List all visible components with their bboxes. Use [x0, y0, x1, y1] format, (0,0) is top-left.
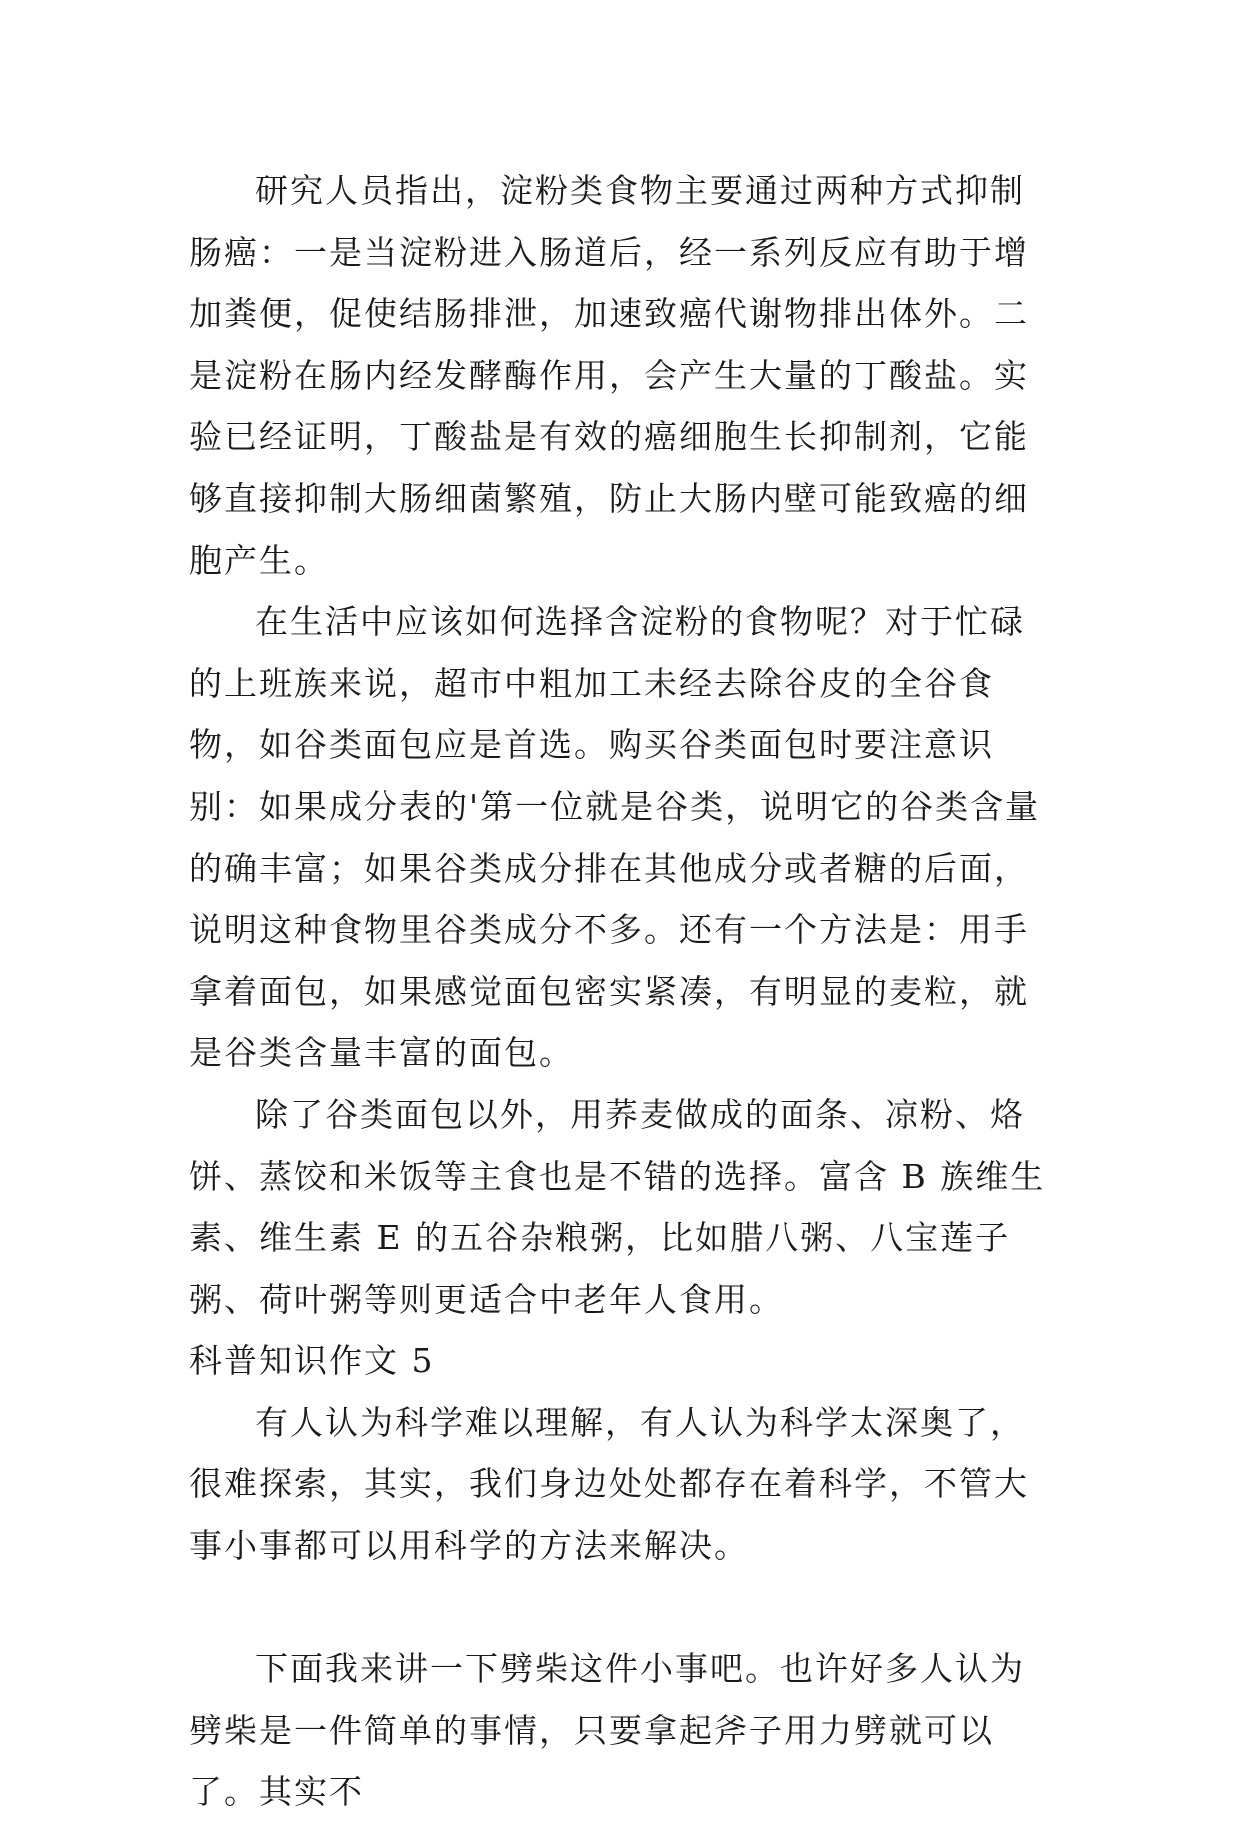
- paragraph-starch-mechanism: 研究人员指出，淀粉类食物主要通过两种方式抑制肠癌：一是当淀粉进入肠道后，经一系列反应有助于增加粪便，促使结肠排泄，加速致癌代谢物排出体外。二是淀粉在肠内经发酵酶作用，会产生大量的丁酸盐。实验已经证明，丁酸盐是有效的癌细胞生长抑制剂，它能够直接抑制大肠细菌繁殖，防止大肠内壁可能致癌的细胞产生。: [189, 171, 1029, 580]
- document-body: [189, 160, 1047, 1823]
- paragraph-gap: [189, 1577, 1047, 1639]
- paragraph-choosing-starch-foods: 在生活中应该如何选择含淀粉的食物呢？对于忙碌的上班族来说，超市中粗加工未经去除谷皮的全谷食物，如谷类面包应是首选。购买谷类面包时要注意识别：如果成分表的'第一位就是谷类，说明它的谷类含量的确丰富；如果谷类成分排在其他成分或者糖的后面，说明这种食物里谷类成分不多。还有一个方法是：用手拿着面包，如果感觉面包密实紧凑，有明显的麦粒，就是谷类含量丰富的面包。: [189, 602, 1041, 1073]
- paragraph-chopping-wood: 下面我来讲一下劈柴这件小事吧。也许好多人认为劈柴是一件简单的事情，只要拿起斧子用力劈就可以了。其实不: [189, 1649, 1025, 1812]
- paragraph-other-staples: 除了谷类面包以外，用荞麦做成的面条、凉粉、烙饼、蒸饺和米饭等主食也是不错的选择。富含 B 族维生素、维生素 E 的五谷杂粮粥，比如腊八粥、八宝莲子粥、荷叶粥等则更适合中老年人食用。: [189, 1094, 1046, 1319]
- paragraph-science-everywhere: 有人认为科学难以理解，有人认为科学太深奥了，很难探索，其实，我们身边处处都存在着科学，不管大事小事都可以用科学的方法来解决。: [189, 1402, 1029, 1566]
- section-heading: 科普知识作文 5: [189, 1341, 435, 1381]
